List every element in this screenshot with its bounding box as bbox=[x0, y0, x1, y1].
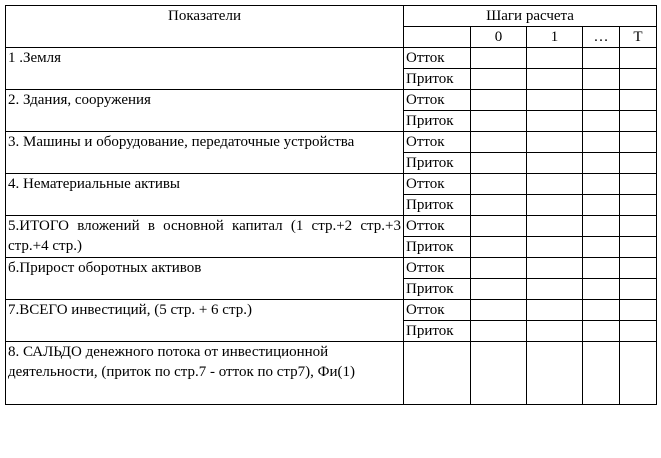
flow-in-label: Приток bbox=[404, 195, 471, 216]
row-label-8-summary: 8. САЛЬДО денежного потока от инвестиционной деятельности, (приток по стр.7 - отток по стр7), Фи(1) bbox=[6, 342, 404, 405]
cell bbox=[620, 132, 657, 153]
cell bbox=[527, 300, 583, 321]
cell bbox=[620, 153, 657, 174]
cell bbox=[620, 258, 657, 279]
cell bbox=[620, 111, 657, 132]
cell bbox=[620, 237, 657, 258]
cell bbox=[471, 90, 527, 111]
cell bbox=[471, 132, 527, 153]
cell bbox=[527, 111, 583, 132]
row-label-4: 4. Нематериальные активы bbox=[6, 174, 404, 216]
cell bbox=[471, 258, 527, 279]
cell bbox=[620, 90, 657, 111]
flow-out-label: Отток bbox=[404, 300, 471, 321]
cell bbox=[583, 132, 620, 153]
cell bbox=[471, 111, 527, 132]
flow-in-label: Приток bbox=[404, 237, 471, 258]
cell bbox=[527, 195, 583, 216]
row-label-3: 3. Машины и оборудование, передаточные устройства bbox=[6, 132, 404, 174]
cell bbox=[527, 174, 583, 195]
flow-out-label: Отток bbox=[404, 90, 471, 111]
cell bbox=[471, 195, 527, 216]
cell bbox=[527, 48, 583, 69]
investment-table bbox=[5, 5, 657, 405]
cell bbox=[527, 237, 583, 258]
row-label-2: 2. Здания, сооружения bbox=[6, 90, 404, 132]
cell bbox=[583, 111, 620, 132]
header-step-0: 0 bbox=[471, 27, 527, 48]
cell bbox=[583, 195, 620, 216]
cell bbox=[527, 258, 583, 279]
header-indicators: Показатели bbox=[6, 6, 404, 48]
cell bbox=[471, 174, 527, 195]
cell bbox=[620, 321, 657, 342]
flow-out-label: Отток bbox=[404, 216, 471, 237]
cell bbox=[620, 216, 657, 237]
flow-out-label: Отток bbox=[404, 174, 471, 195]
cell bbox=[471, 48, 527, 69]
cell bbox=[527, 342, 583, 405]
cell bbox=[527, 69, 583, 90]
cell bbox=[620, 48, 657, 69]
flow-in-label: Приток bbox=[404, 69, 471, 90]
cell bbox=[471, 153, 527, 174]
cell bbox=[471, 279, 527, 300]
cell bbox=[583, 48, 620, 69]
cell bbox=[527, 90, 583, 111]
cell bbox=[620, 342, 657, 405]
cell bbox=[404, 342, 471, 405]
cell bbox=[620, 195, 657, 216]
cell bbox=[527, 132, 583, 153]
cell bbox=[471, 321, 527, 342]
cell bbox=[527, 279, 583, 300]
cell bbox=[583, 69, 620, 90]
flow-in-label: Приток bbox=[404, 321, 471, 342]
cell bbox=[583, 342, 620, 405]
header-step-t: T bbox=[620, 27, 657, 48]
flow-in-label: Приток bbox=[404, 153, 471, 174]
cell bbox=[583, 174, 620, 195]
cell bbox=[620, 174, 657, 195]
header-steps: Шаги расчета bbox=[404, 6, 657, 27]
row-label-6: б.Прирост оборотных активов bbox=[6, 258, 404, 300]
header-step-ellipsis: … bbox=[583, 27, 620, 48]
cell bbox=[527, 216, 583, 237]
cell bbox=[583, 237, 620, 258]
cell bbox=[527, 321, 583, 342]
cell bbox=[471, 237, 527, 258]
cell bbox=[471, 342, 527, 405]
cell bbox=[583, 153, 620, 174]
header-step-1: 1 bbox=[527, 27, 583, 48]
cell bbox=[583, 216, 620, 237]
cell bbox=[583, 300, 620, 321]
row-label-7: 7.ВСЕГО инвестиций, (5 стр. + 6 стр.) bbox=[6, 300, 404, 342]
cell bbox=[471, 69, 527, 90]
cell bbox=[620, 69, 657, 90]
row-label-1: 1 .Земля bbox=[6, 48, 404, 90]
row-label-5: 5.ИТОГО вложений в основной капитал (1 стр.+2 стр.+3 стр.+4 стр.) bbox=[6, 216, 404, 258]
cell bbox=[583, 279, 620, 300]
cell bbox=[583, 258, 620, 279]
cell bbox=[620, 279, 657, 300]
cell bbox=[620, 300, 657, 321]
cell bbox=[471, 216, 527, 237]
flow-out-label: Отток bbox=[404, 48, 471, 69]
cell bbox=[471, 300, 527, 321]
header-step-blank bbox=[404, 27, 471, 48]
flow-in-label: Приток bbox=[404, 111, 471, 132]
flow-out-label: Отток bbox=[404, 132, 471, 153]
cell bbox=[583, 90, 620, 111]
flow-in-label: Приток bbox=[404, 279, 471, 300]
cell bbox=[527, 153, 583, 174]
flow-out-label: Отток bbox=[404, 258, 471, 279]
cell bbox=[583, 321, 620, 342]
